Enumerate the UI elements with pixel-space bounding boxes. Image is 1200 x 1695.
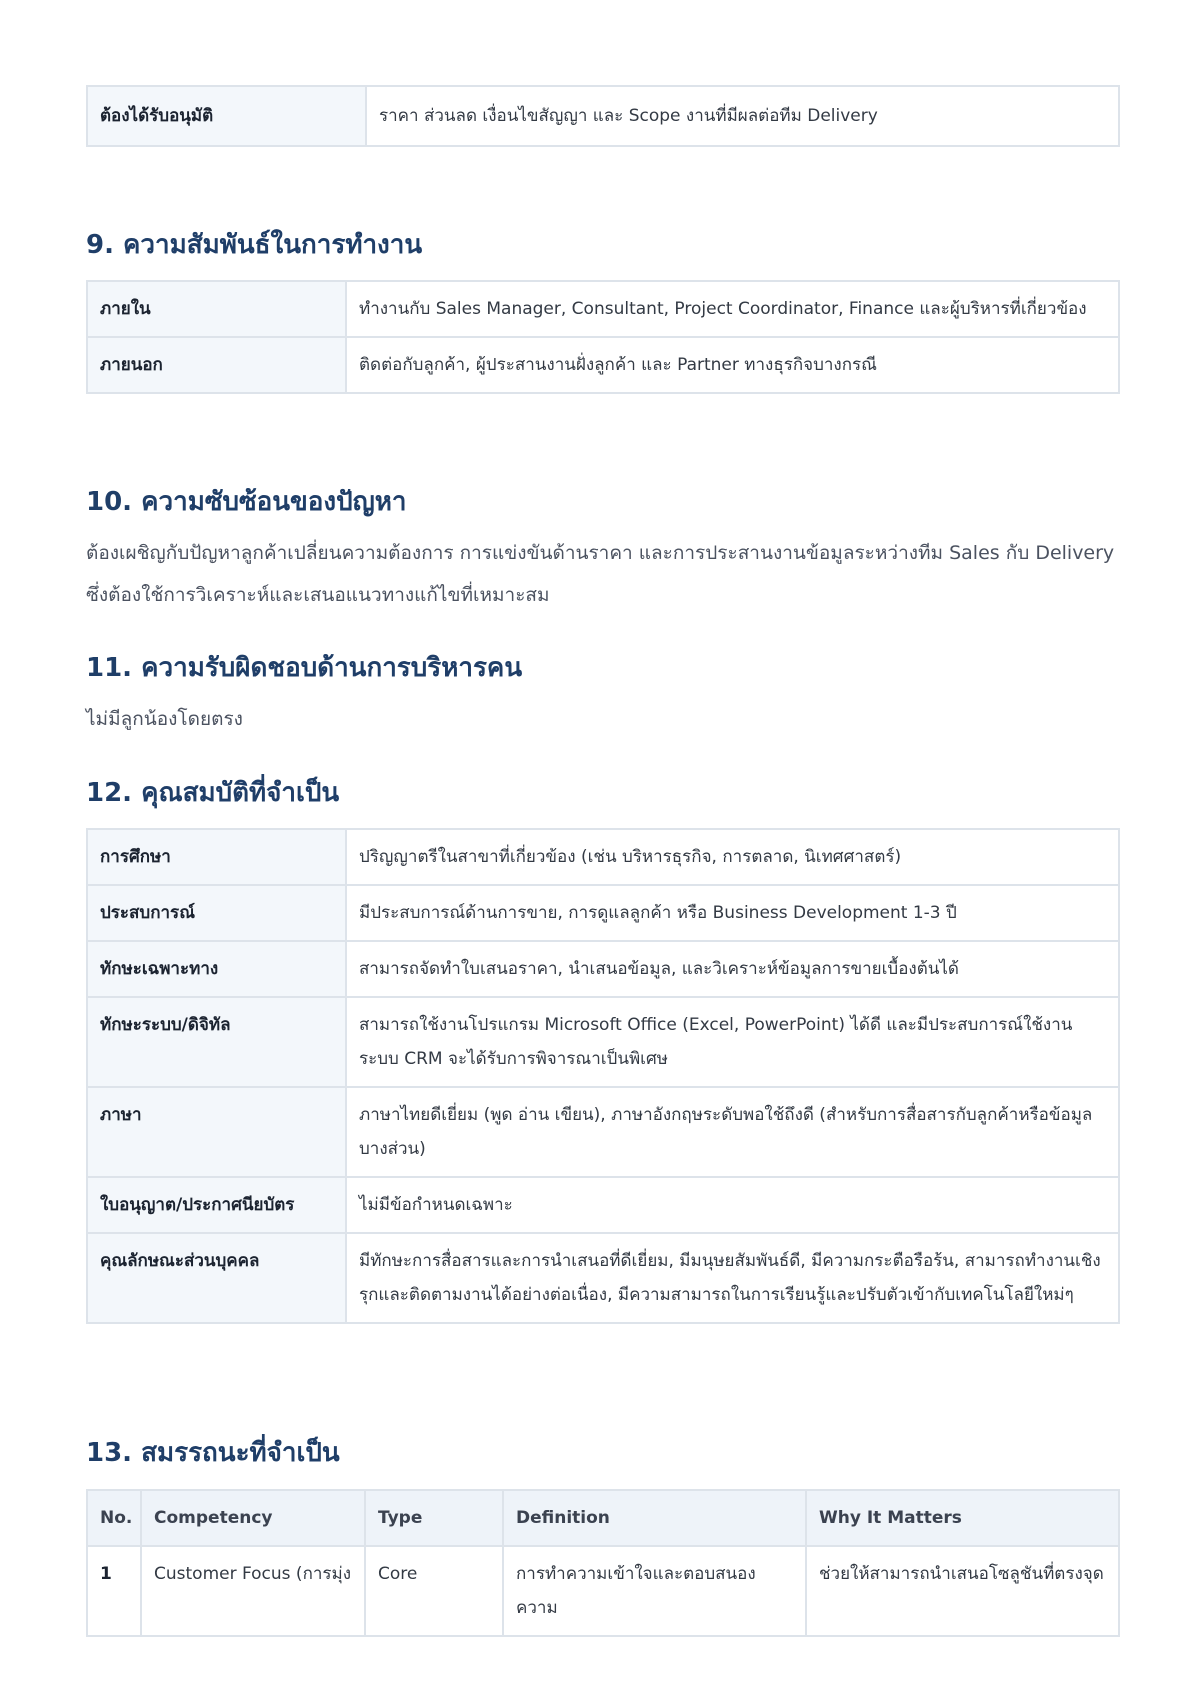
section-12-title: 12. คุณสมบัติที่จำเป็น <box>86 778 340 808</box>
column-header-competency: Competency <box>141 1490 365 1546</box>
qualification-label: ใบอนุญาต/ประกาศนียบัตร <box>87 1177 346 1233</box>
qualification-label: คุณลักษณะส่วนบุคคล <box>87 1233 346 1323</box>
table-row <box>87 281 1119 337</box>
section-13-title: 13. สมรรถนะที่จำเป็น <box>86 1438 340 1468</box>
table-row <box>87 86 1119 146</box>
qualification-value: ไม่มีข้อกำหนดเฉพาะ <box>346 1177 1119 1233</box>
table-row <box>87 997 1119 1087</box>
table-row <box>87 1087 1119 1177</box>
qualification-label: การศึกษา <box>87 829 346 885</box>
table-row <box>87 1233 1119 1323</box>
table-row <box>87 829 1119 885</box>
section-13-table <box>86 1489 1120 1637</box>
section-9-table <box>86 280 1120 394</box>
section-10-title: 10. ความซับซ้อนของปัญหา <box>86 487 407 517</box>
column-header-no: No. <box>87 1490 141 1546</box>
relation-label: ภายใน <box>87 281 346 337</box>
qualification-value: มีทักษะการสื่อสารและการนำเสนอที่ดีเยี่ยม, มีมนุษยสัมพันธ์ดี, มีความกระตือรือร้น, สามารถทำงานเชิงรุกและติดตามงานได้อย่างต่อเนื่อง, มีความสามารถในการเรียนรู้และปรับตัวเข้ากับเทคโนโลยีใหม่ๆ <box>346 1233 1119 1323</box>
section-12-table <box>86 828 1120 1324</box>
table-header-row <box>87 1490 1119 1546</box>
section-11-title: 11. ความรับผิดชอบด้านการบริหารคน <box>86 653 523 683</box>
column-header-type: Type <box>365 1490 503 1546</box>
competency-why: ช่วยให้สามารถนำเสนอโซลูชันที่ตรงจุด <box>806 1546 1119 1636</box>
competency-name: Customer Focus (การมุ่ง <box>141 1546 365 1636</box>
relation-value: ทำงานกับ Sales Manager, Consultant, Project Coordinator, Finance และผู้บริหารที่เกี่ยวข้อง <box>346 281 1119 337</box>
table-row <box>87 1546 1119 1636</box>
competency-no: 1 <box>87 1546 141 1636</box>
relation-value: ติดต่อกับลูกค้า, ผู้ประสานงานฝั่งลูกค้า และ Partner ทางธุรกิจบางกรณี <box>346 337 1119 393</box>
qualification-value: สามารถจัดทำใบเสนอราคา, นำเสนอข้อมูล, และวิเคราะห์ข้อมูลการขายเบื้องต้นได้ <box>346 941 1119 997</box>
section-10-text: ต้องเผชิญกับปัญหาลูกค้าเปลี่ยนความต้องการ การแข่งขันด้านราคา และการประสานงานข้อมูลระหว่างทีม Sales กับ Delivery ซึ่งต้องใช้การวิเคราะห์และเสนอแนวทางแก้ไขที่เหมาะสม <box>86 542 1115 606</box>
qualification-label: ทักษะเฉพาะทาง <box>87 941 346 997</box>
competency-definition: การทำความเข้าใจและตอบสนองความ <box>503 1546 806 1636</box>
competency-type: Core <box>365 1546 503 1636</box>
qualification-value: ภาษาไทยดีเยี่ยม (พูด อ่าน เขียน), ภาษาอังกฤษระดับพอใช้ถึงดี (สำหรับการสื่อสารกับลูกค้าหรือข้อมูลบางส่วน) <box>346 1087 1119 1177</box>
qualification-label: ประสบการณ์ <box>87 885 346 941</box>
column-header-why: Why It Matters <box>806 1490 1119 1546</box>
qualification-label: ภาษา <box>87 1087 346 1177</box>
approval-label: ต้องได้รับอนุมัติ <box>87 86 366 146</box>
table-row <box>87 337 1119 393</box>
approval-value: ราคา ส่วนลด เงื่อนไขสัญญา และ Scope งานที่มีผลต่อทีม Delivery <box>366 86 1119 146</box>
qualification-value: สามารถใช้งานโปรแกรม Microsoft Office (Excel, PowerPoint) ได้ดี และมีประสบการณ์ใช้งานระบบ CRM จะได้รับการพิจารณาเป็นพิเศษ <box>346 997 1119 1087</box>
table-row <box>87 941 1119 997</box>
relation-label: ภายนอก <box>87 337 346 393</box>
column-header-definition: Definition <box>503 1490 806 1546</box>
qualification-value: ปริญญาตรีในสาขาที่เกี่ยวข้อง (เช่น บริหารธุรกิจ, การตลาด, นิเทศศาสตร์) <box>346 829 1119 885</box>
table-row <box>87 1177 1119 1233</box>
table-row <box>87 885 1119 941</box>
approval-table <box>86 85 1120 147</box>
section-9-title: 9. ความสัมพันธ์ในการทำงาน <box>86 230 423 260</box>
qualification-label: ทักษะระบบ/ดิจิทัล <box>87 997 346 1087</box>
section-11-text: ไม่มีลูกน้องโดยตรง <box>86 708 243 730</box>
qualification-value: มีประสบการณ์ด้านการขาย, การดูแลลูกค้า หรือ Business Development 1-3 ปี <box>346 885 1119 941</box>
